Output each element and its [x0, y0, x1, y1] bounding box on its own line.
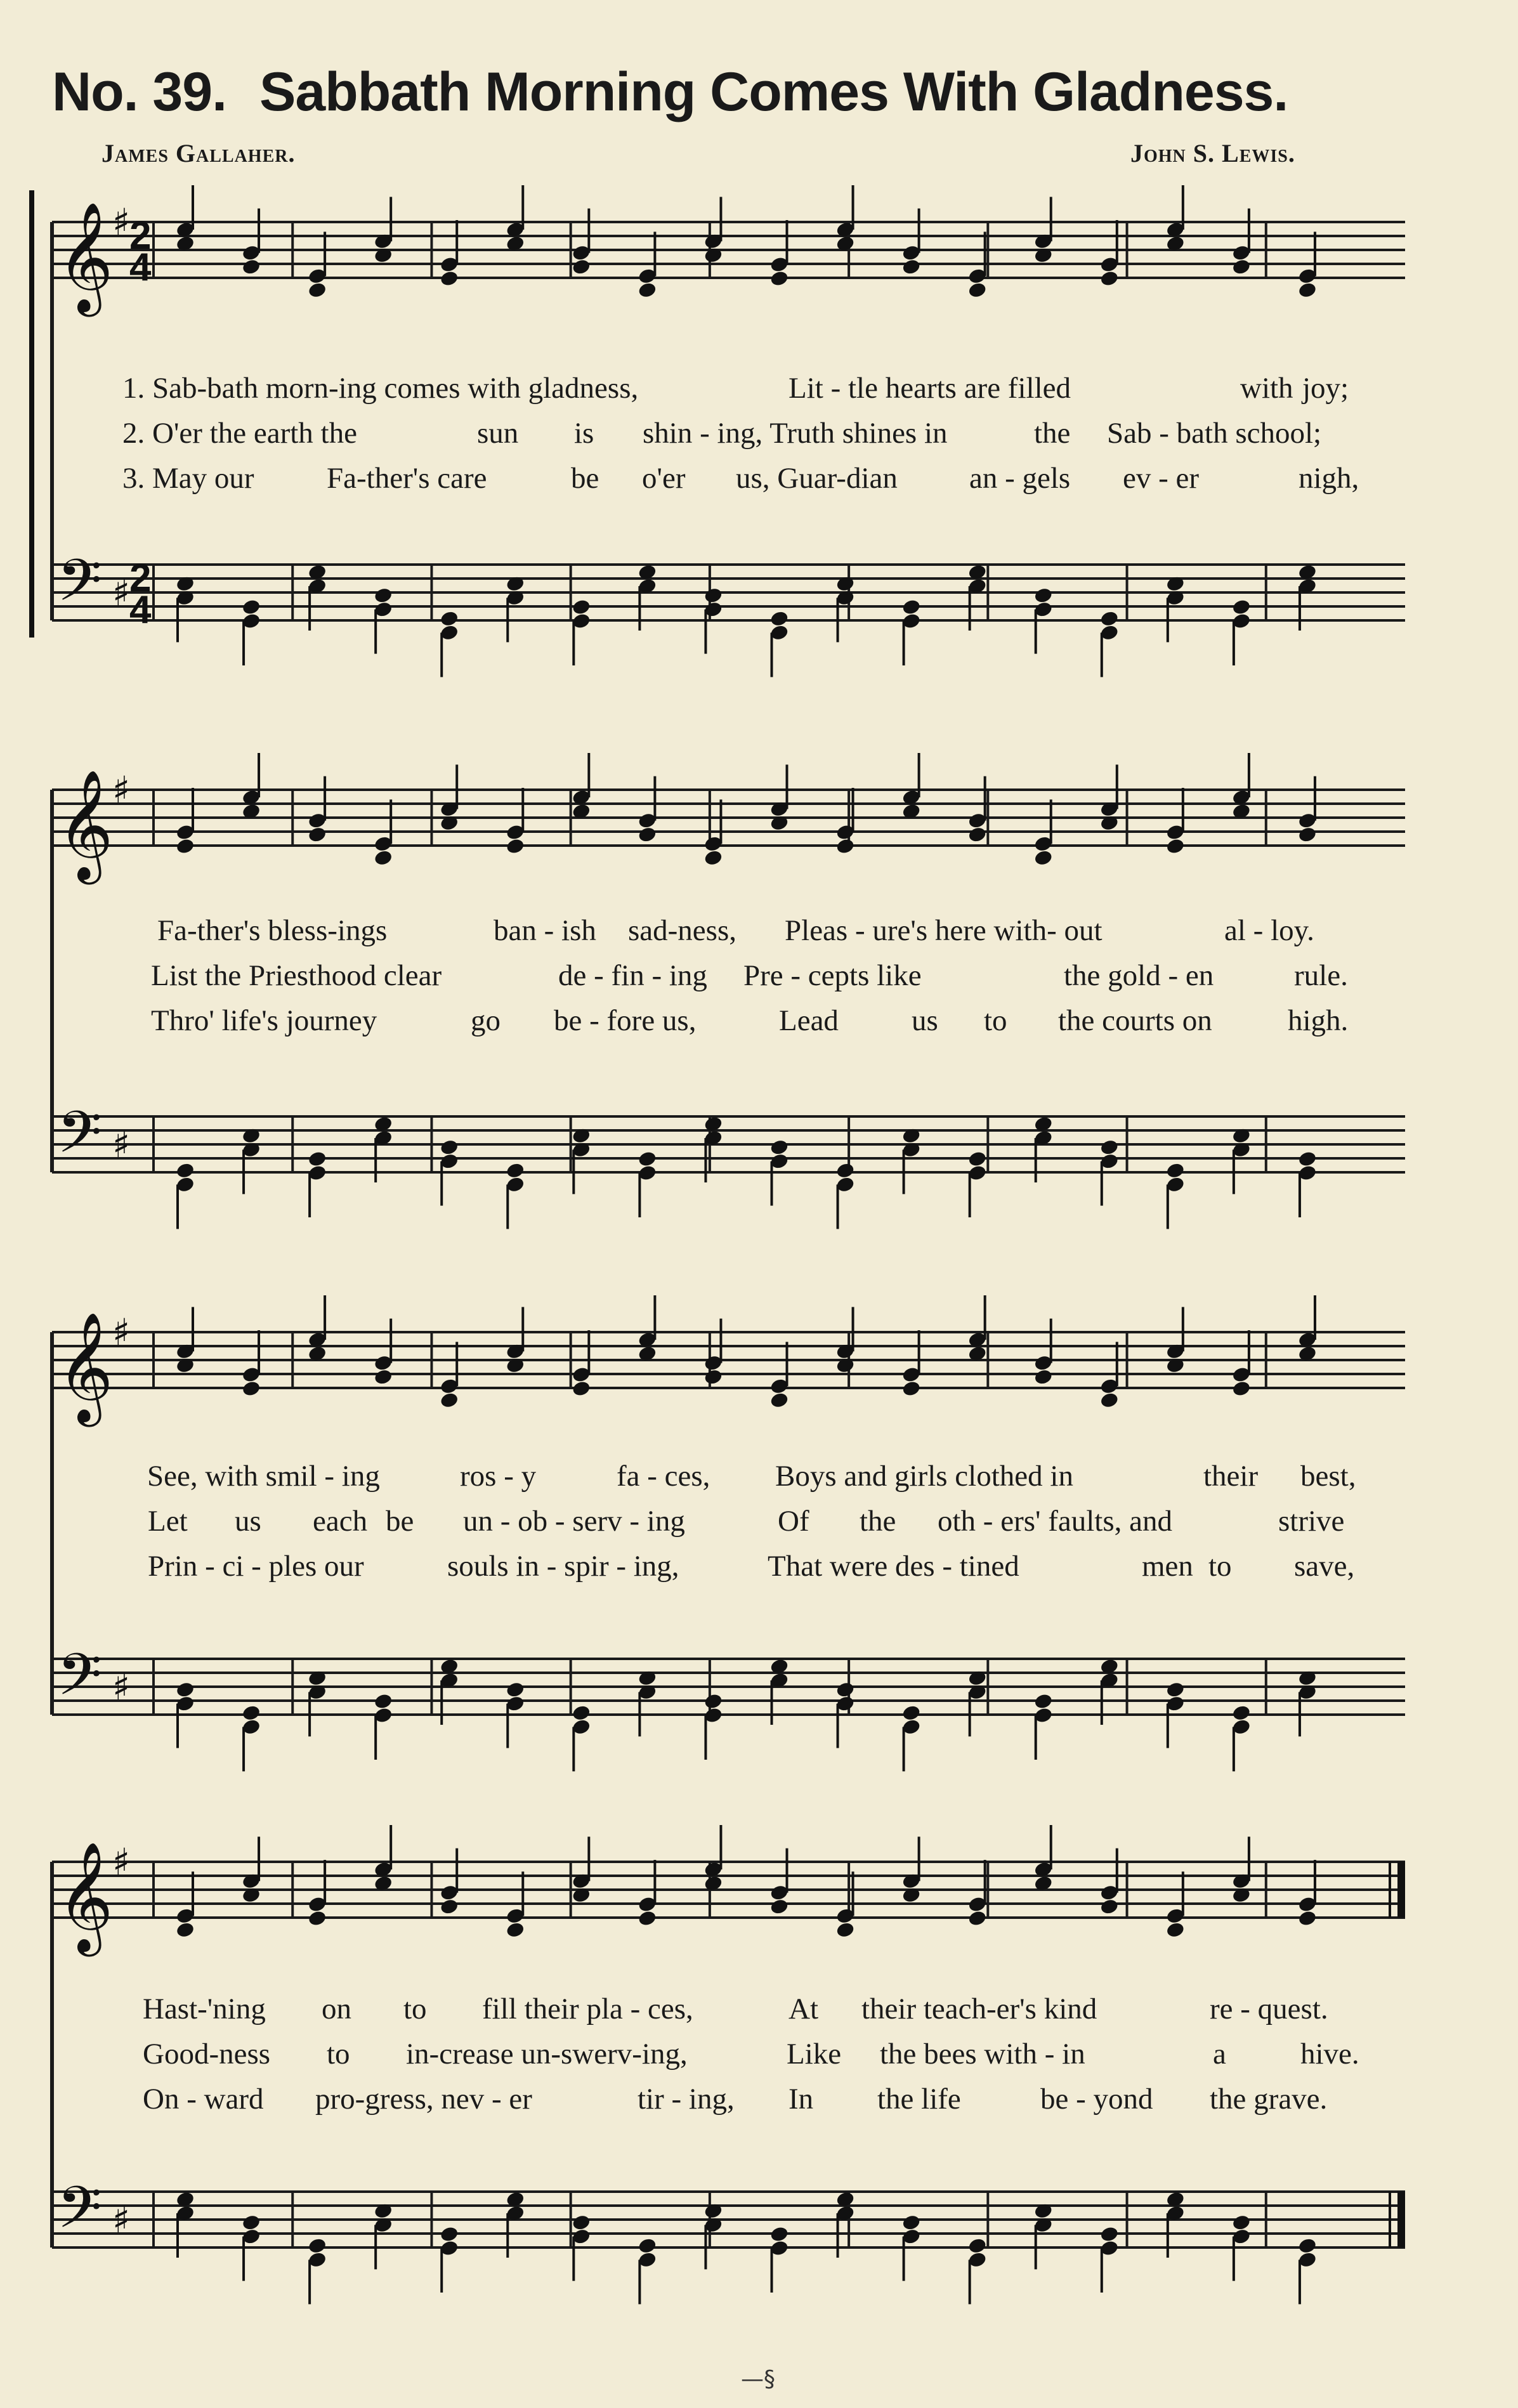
note-head: [1231, 258, 1251, 276]
note-head: [440, 610, 459, 627]
note-head: [241, 598, 261, 616]
treble-clef-icon: 𝄞: [57, 769, 114, 880]
bass-clef-icon: 𝄢: [57, 1099, 102, 1180]
verse-3-line: [0, 1004, 1518, 1049]
verse-2-line: [0, 416, 1518, 461]
lyric-segment: Fa-ther's care: [327, 462, 487, 495]
lyric-segment: the gold - en: [1064, 959, 1214, 992]
treble-clef-icon: 𝄞: [57, 1312, 114, 1422]
lyric-segment: the bees with - in: [880, 2038, 1085, 2071]
lyric-segment: List the Priesthood clear: [151, 959, 442, 992]
lyric-segment: to: [327, 2038, 350, 2071]
lyric-segment: That were des - tined: [768, 1550, 1019, 1583]
lyric-segment: ev - er: [1123, 462, 1200, 495]
note-head: [307, 281, 327, 299]
verse-2-line: [0, 2037, 1518, 2082]
note-head: [175, 1921, 195, 1939]
note-head: [241, 1380, 261, 1397]
key-signature-sharp: ♯: [112, 1123, 131, 1166]
lyric-segment: de - fin - ing: [558, 959, 707, 992]
page-footer-mark: —§: [741, 2366, 775, 2392]
note-head: [1231, 2214, 1251, 2232]
note-head: [506, 837, 525, 855]
lyrics-system-3: [0, 1459, 1518, 1594]
time-signature-bottom: 4: [129, 245, 152, 289]
note-head: [769, 610, 789, 627]
lyric-segment: their: [1203, 1460, 1259, 1493]
note-head: [901, 1704, 921, 1722]
lyric-segment: to: [984, 1004, 1007, 1037]
lyric-segment: be - fore us,: [554, 1004, 697, 1037]
note-head: [1231, 1380, 1251, 1397]
note-head: [1033, 849, 1053, 867]
note-head: [638, 826, 657, 844]
note-head: [967, 2237, 987, 2254]
note-head: [703, 849, 723, 867]
note-head: [307, 826, 327, 844]
lyric-segment: souls in - spir - ing,: [447, 1550, 679, 1583]
note-head: [638, 1150, 657, 1168]
lyrics-system-2: [0, 913, 1518, 1049]
note-head: [1297, 1909, 1317, 1927]
lyric-segment: At: [788, 1992, 818, 2025]
lyric-segment: un - ob - serv - ing: [463, 1505, 685, 1538]
note-head: [769, 2225, 789, 2243]
note-head: [241, 258, 261, 276]
composer-credit: John S. Lewis.: [1130, 139, 1295, 167]
note-head: [638, 1909, 657, 1927]
note-head: [1099, 270, 1119, 287]
note-head: [374, 1368, 393, 1386]
lyrics-system-1: [0, 371, 1518, 506]
lyric-segment: us: [235, 1505, 261, 1538]
lyric-segment: Thro' life's journey: [151, 1004, 377, 1037]
note-head: [1033, 1692, 1053, 1710]
lyric-segment: Lead: [779, 1004, 839, 1037]
key-signature-sharp: ♯: [112, 200, 131, 244]
lyric-segment: their teach-er's kind: [861, 1992, 1097, 2025]
treble-clef-icon: 𝄞: [57, 1842, 114, 1952]
lyric-segment: be - yond: [1040, 2083, 1153, 2116]
verse-1-line: [0, 1459, 1518, 1504]
lyric-segment: oth - ers' faults, and: [938, 1505, 1173, 1538]
note-head: [967, 1909, 987, 1927]
key-signature-sharp: ♯: [112, 2198, 131, 2241]
note-head: [967, 281, 987, 299]
treble-clef-icon: 𝄞: [57, 202, 114, 312]
note-head: [506, 1681, 525, 1699]
lyric-segment: save,: [1294, 1550, 1355, 1583]
note-head: [1297, 826, 1317, 844]
lyric-segment: the: [860, 1505, 896, 1538]
note-head: [835, 1161, 855, 1179]
lyric-segment: o'er: [642, 462, 686, 495]
lyric-segment: men: [1142, 1550, 1193, 1583]
verse-1-line: [0, 913, 1518, 959]
lyric-segment: an - gels: [969, 462, 1071, 495]
verse-1-line: [0, 371, 1518, 416]
note-head: [967, 1150, 987, 1168]
note-head: [835, 1681, 855, 1699]
lyric-segment: rule.: [1294, 959, 1348, 992]
note-head: [572, 258, 591, 276]
lyric-segment: sun: [477, 417, 519, 450]
lyric-segment: In: [788, 2083, 814, 2116]
note-head: [1099, 1391, 1119, 1409]
note-head: [703, 587, 723, 605]
key-signature-sharp: ♯: [112, 571, 131, 614]
time-signature-top: 2: [129, 214, 152, 258]
lyric-segment: Pre - cepts like: [743, 959, 922, 992]
note-head: [1231, 1704, 1251, 1722]
note-head: [307, 1909, 327, 1927]
bass-clef-icon: 𝄢: [57, 1641, 102, 1722]
note-head: [835, 1921, 855, 1939]
lyric-segment: Like: [787, 2038, 842, 2071]
note-head: [241, 1704, 261, 1722]
note-head: [1297, 1150, 1317, 1168]
note-head: [1231, 598, 1251, 616]
lyric-segment: Let: [148, 1505, 188, 1538]
note-head: [769, 1391, 789, 1409]
lyric-segment: to: [403, 1992, 427, 2025]
lyric-segment: strive: [1278, 1505, 1345, 1538]
lyric-segment: 3. May our: [122, 462, 254, 495]
key-signature-sharp: ♯: [112, 768, 131, 811]
note-head: [307, 2237, 327, 2254]
note-head: [1099, 1898, 1119, 1916]
note-head: [769, 1898, 789, 1916]
note-head: [374, 587, 393, 605]
note-head: [175, 1161, 195, 1179]
note-head: [307, 1150, 327, 1168]
note-head: [769, 270, 789, 287]
key-signature-sharp: ♯: [112, 1665, 131, 1708]
note-head: [1297, 281, 1317, 299]
note-head: [506, 1921, 525, 1939]
note-head: [835, 837, 855, 855]
lyric-segment: to: [1208, 1550, 1232, 1583]
key-signature-sharp: ♯: [112, 1840, 131, 1883]
note-head: [703, 1368, 723, 1386]
lyric-segment: ros - y: [460, 1460, 537, 1493]
note-head: [440, 270, 459, 287]
note-head: [1099, 610, 1119, 627]
lyric-segment: with: [1240, 372, 1293, 405]
lyric-segment: Boys and girls clothed in: [775, 1460, 1073, 1493]
note-head: [175, 1681, 195, 1699]
lyric-segment: high.: [1288, 1004, 1349, 1037]
lyric-segment: the grave.: [1210, 2083, 1328, 2116]
lyric-segment: Hast-'ning: [143, 1992, 266, 2025]
lyric-segment: Fa-ther's bless-ings: [157, 914, 388, 947]
lyric-segment: fa - ces,: [617, 1460, 710, 1493]
note-head: [1165, 1161, 1185, 1179]
lyric-segment: the courts on: [1058, 1004, 1212, 1037]
note-head: [901, 598, 921, 616]
note-head: [175, 837, 195, 855]
verse-1-line: [0, 1992, 1518, 2037]
lyric-segment: us: [912, 1004, 938, 1037]
note-head: [1033, 1368, 1053, 1386]
lyric-segment: See, with smil - ing: [147, 1460, 380, 1493]
lyric-segment: the life: [877, 2083, 961, 2116]
note-head: [1297, 2237, 1317, 2254]
lyric-segment: be: [386, 1505, 414, 1538]
lyric-segment: fill their pla - ces,: [482, 1992, 693, 2025]
verse-2-line: [0, 959, 1518, 1004]
final-barline: [1397, 2192, 1405, 2248]
lyricist-credit: James Gallaher.: [101, 139, 296, 167]
note-head: [374, 1692, 393, 1710]
note-head: [572, 1704, 591, 1722]
lyric-segment: hive.: [1300, 2038, 1359, 2071]
hymn-number: No. 39.: [52, 62, 226, 122]
time-signature-top: 2: [129, 556, 152, 600]
note-head: [440, 1898, 459, 1916]
lyric-segment: tir - ing,: [638, 2083, 735, 2116]
verse-3-line: [0, 2082, 1518, 2127]
note-head: [901, 2214, 921, 2232]
lyric-segment: us, Guar-dian: [736, 462, 898, 495]
lyric-segment: nigh,: [1299, 462, 1359, 495]
lyric-segment: Prin - ci - ples our: [148, 1550, 364, 1583]
note-head: [703, 1692, 723, 1710]
verse-2-line: [0, 1504, 1518, 1549]
note-head: [241, 2214, 261, 2232]
lyric-segment: the: [1034, 417, 1071, 450]
note-head: [638, 2237, 657, 2254]
note-head: [638, 281, 657, 299]
note-head: [572, 1380, 591, 1397]
note-head: [901, 1380, 921, 1397]
lyric-segment: Pleas - ure's here with- out: [785, 914, 1103, 947]
note-head: [1099, 1139, 1119, 1156]
lyric-segment: re - quest.: [1210, 1992, 1328, 2025]
lyric-segment: Sab - bath school;: [1107, 417, 1322, 450]
lyric-segment: 1. Sab-bath morn-ing comes with gladness,: [122, 372, 639, 405]
note-head: [440, 1139, 459, 1156]
note-head: [1165, 1681, 1185, 1699]
lyric-segment: Good-ness: [143, 2038, 271, 2071]
note-head: [572, 2214, 591, 2232]
lyric-segment: sad-ness,: [628, 914, 736, 947]
lyric-segment: is: [574, 417, 594, 450]
bass-clef-icon: 𝄢: [57, 547, 102, 628]
verse-3-line: [0, 1549, 1518, 1594]
note-head: [967, 826, 987, 844]
note-head: [1033, 587, 1053, 605]
lyric-segment: in-crease un-swerv-ing,: [406, 2038, 688, 2071]
time-signature-bottom: 4: [129, 588, 152, 632]
note-head: [440, 2225, 459, 2243]
lyrics-system-4: [0, 1992, 1518, 2127]
lyric-segment: go: [471, 1004, 501, 1037]
lyric-segment: a: [1213, 2038, 1226, 2071]
lyric-segment: Lit - tle hearts are filled: [788, 372, 1071, 405]
lyric-segment: On - ward: [143, 2083, 264, 2116]
lyric-segment: joy;: [1302, 372, 1349, 405]
lyric-segment: ban - ish: [494, 914, 596, 947]
note-head: [1099, 2225, 1119, 2243]
key-signature-sharp: ♯: [112, 1311, 131, 1354]
note-head: [440, 1391, 459, 1409]
note-head: [572, 598, 591, 616]
note-head: [1165, 1921, 1185, 1939]
note-head: [374, 849, 393, 867]
lyric-segment: 2. O'er the earth the: [122, 417, 357, 450]
lyric-segment: pro-gress, nev - er: [315, 2083, 532, 2116]
lyric-segment: best,: [1300, 1460, 1356, 1493]
lyric-segment: each: [313, 1505, 368, 1538]
lyric-segment: al - loy.: [1224, 914, 1314, 947]
note-head: [1165, 837, 1185, 855]
lyric-segment: Of: [778, 1505, 809, 1538]
lyric-segment: on: [322, 1992, 351, 2025]
lyric-segment: be: [571, 462, 599, 495]
note-head: [901, 258, 921, 276]
note-head: [506, 1161, 525, 1179]
final-barline: [1397, 1862, 1405, 1918]
verse-3-line: [0, 461, 1518, 506]
bass-clef-icon: 𝄢: [57, 2174, 102, 2255]
lyric-segment: shin - ing, Truth shines in: [643, 417, 948, 450]
note-head: [769, 1139, 789, 1156]
hymn-title-text: Sabbath Morning Comes With Gladness.: [259, 62, 1288, 122]
